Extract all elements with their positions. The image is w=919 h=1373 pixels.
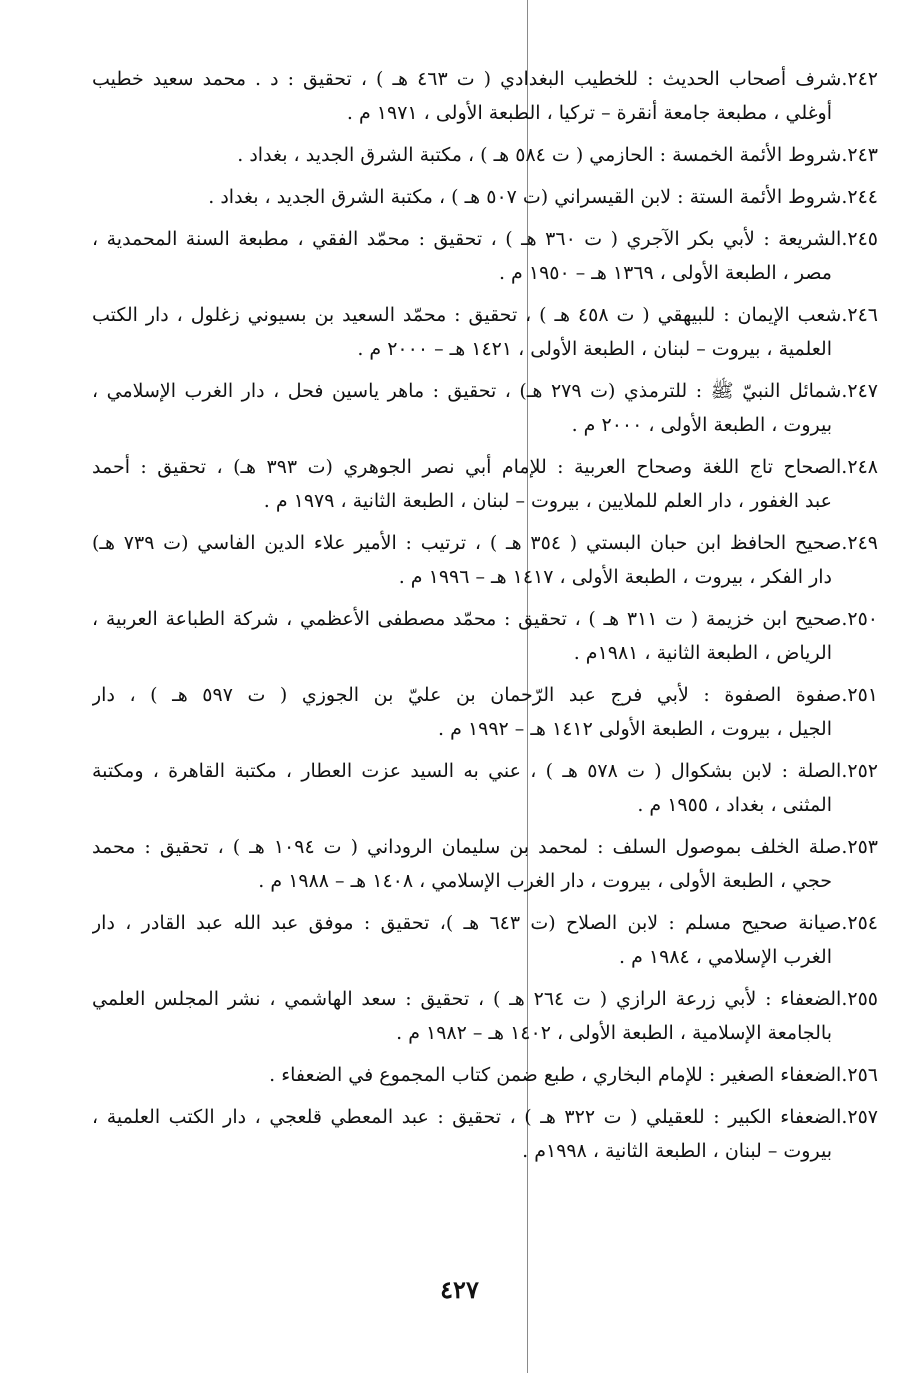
bibliography-entry	[92, 754, 878, 822]
entry-first-line: ٢٥٠.صحيح ابن خزيمة ( ت ٣١١ هـ ) ، تحقيق : محمّد مصطفى الأعظمي ، شركة الطباعة العربية ،	[92, 608, 878, 630]
entry-first-line: ٢٤٤.شروط الأئمة الستة : لابن القيسراني (ت ٥٠٧ هـ ) ، مكتبة الشرق الجديد ، بغداد .	[208, 186, 878, 208]
bibliography-entry	[92, 298, 878, 366]
entry-first-line: ٢٤٩.صحيح الحافظ ابن حبان البستي ( ٣٥٤ هـ ) ، ترتيب : الأمير علاء الدين الفاسي (ت ٧٣٩ هـ)	[92, 532, 878, 554]
entry-gap	[92, 172, 878, 180]
bibliography-entry	[92, 62, 878, 130]
entry-gap	[92, 1092, 878, 1100]
entry-gap	[92, 898, 878, 906]
entry-gap	[92, 290, 878, 298]
entry-gap	[92, 214, 878, 222]
entry-first-line: ٢٥١.صفوة الصفوة : لأبي فرج عبد الرّحمان بن عليّ بن الجوزي ( ت ٥٩٧ هـ ) ، دار	[92, 684, 878, 706]
bibliography-entry	[92, 906, 878, 974]
entry-continuation-line: المثنى ، بغداد ، ١٩٥٥ م .	[637, 794, 832, 816]
bibliography-list	[92, 62, 878, 1168]
entry-continuation-line: عبد الغفور ، دار العلم للملايين ، بيروت – لبنان ، الطبعة الثانية ، ١٩٧٩ م .	[263, 490, 832, 512]
entry-continuation-line: بالجامعة الإسلامية ، الطبعة الأولى ، ١٤٠٢ هـ – ١٩٨٢ م .	[396, 1022, 832, 1044]
entry-gap	[92, 670, 878, 678]
entry-gap	[92, 518, 878, 526]
entry-continuation-line: العلمية ، بيروت – لبنان ، الطبعة الأولى ، ١٤٢١ هـ – ٢٠٠٠ م .	[357, 338, 832, 360]
bibliography-entry	[92, 830, 878, 898]
entry-gap	[92, 822, 878, 830]
entry-continuation-line: الرياض ، الطبعة الثانية ، ١٩٨١م .	[573, 642, 832, 664]
entry-gap	[92, 974, 878, 982]
bibliography-entry	[92, 138, 878, 172]
entry-first-line: ٢٥٧.الضعفاء الكبير : للعقيلي ( ت ٣٢٢ هـ ) ، تحقيق : عبد المعطي قلعجي ، دار الكتب العلمية ،	[92, 1106, 878, 1128]
bibliography-entry	[92, 450, 878, 518]
entry-first-line: ٢٥٦.الضعفاء الصغير : للإمام البخاري ، طبع ضمن كتاب المجموع في الضعفاء .	[269, 1064, 878, 1086]
entry-continuation-line: الغرب الإسلامي ، ١٩٨٤ م .	[619, 946, 832, 968]
entry-first-line: ٢٥٥.الضعفاء : لأبي زرعة الرازي ( ت ٢٦٤ هـ ) ، تحقيق : سعد الهاشمي ، نشر المجلس العلمي	[92, 988, 878, 1010]
entry-first-line: ٢٥٤.صيانة صحيح مسلم : لابن الصلاح (ت ٦٤٣ هـ )، تحقيق : موفق عبد الله عبد القادر ، دار	[92, 912, 878, 934]
entry-first-line: ٢٤٨.الصحاح تاج اللغة وصحاح العربية : للإمام أبي نصر الجوهري (ت ٣٩٣ هـ) ، تحقيق : أحمد	[92, 456, 878, 478]
bibliography-entry	[92, 1058, 878, 1092]
entry-gap	[92, 746, 878, 754]
bibliography-entry	[92, 180, 878, 214]
bibliography-entry	[92, 982, 878, 1050]
entry-continuation-line: الجيل ، بيروت ، الطبعة الأولى ١٤١٢ هـ – ١٩٩٢ م .	[438, 718, 832, 740]
entry-gap	[92, 130, 878, 138]
bibliography-entry	[92, 678, 878, 746]
entry-gap	[92, 442, 878, 450]
entry-first-line: ٢٤٣.شروط الأئمة الخمسة : الحازمي ( ت ٥٨٤ هـ ) ، مكتبة الشرق الجديد ، بغداد .	[237, 144, 878, 166]
bibliography-entry	[92, 222, 878, 290]
entry-first-line: ٢٤٦.شعب الإيمان : للبيهقي ( ت ٤٥٨ هـ ) ، تحقيق : محمّد السعيد بن بسيوني زغلول ، دار الكتب	[92, 304, 878, 326]
entry-first-line: ٢٤٧.شمائل النبيّ ﷺ : للترمذي (ت ٢٧٩ هـ) ، تحقيق : ماهر ياسين فحل ، دار الغرب الإسلامي ،	[92, 380, 878, 402]
page-number: ٤٢٧	[440, 1275, 479, 1304]
entry-continuation-line: أوغلي ، مطبعة جامعة أنقرة – تركيا ، الطبعة الأولى ، ١٩٧١ م .	[346, 102, 832, 124]
entry-continuation-line: بيروت – لبنان ، الطبعة الثانية ، ١٩٩٨م .	[522, 1140, 832, 1162]
bibliography-entry	[92, 602, 878, 670]
entry-gap	[92, 1050, 878, 1058]
entry-continuation-line: بيروت ، الطبعة الأولى ، ٢٠٠٠ م .	[571, 414, 832, 436]
entry-first-line: ٢٥٣.صلة الخلف بموصول السلف : لمحمد بن سليمان الروداني ( ت ١٠٩٤ هـ ) ، تحقيق : محمد	[92, 836, 878, 858]
entry-gap	[92, 594, 878, 602]
bibliography-entry	[92, 374, 878, 442]
bibliography-entry	[92, 526, 878, 594]
entry-first-line: ٢٥٢.الصلة : لابن بشكوال ( ت ٥٧٨ هـ ) ، عني به السيد عزت العطار ، مكتبة القاهرة ، ومكتبة	[92, 760, 878, 782]
entry-continuation-line: دار الفكر ، بيروت ، الطبعة الأولى ، ١٤١٧ هـ – ١٩٩٦ م .	[398, 566, 832, 588]
entry-first-line: ٢٤٢.شرف أصحاب الحديث : للخطيب البغدادي ( ت ٤٦٣ هـ ) ، تحقيق : د . محمد سعيد خطيب	[92, 68, 878, 90]
entry-continuation-line: حجي ، الطبعة الأولى ، بيروت ، دار الغرب الإسلامي ، ١٤٠٨ هـ – ١٩٨٨ م .	[258, 870, 832, 892]
entry-continuation-line: مصر ، الطبعة الأولى ، ١٣٦٩ هـ – ١٩٥٠ م .	[498, 262, 832, 284]
bibliography-entry	[92, 1100, 878, 1168]
entry-first-line: ٢٤٥.الشريعة : لأبي بكر الآجري ( ت ٣٦٠ هـ ) ، تحقيق : محمّد الفقي ، مطبعة السنة المحمدية ،	[92, 228, 878, 250]
entry-gap	[92, 366, 878, 374]
